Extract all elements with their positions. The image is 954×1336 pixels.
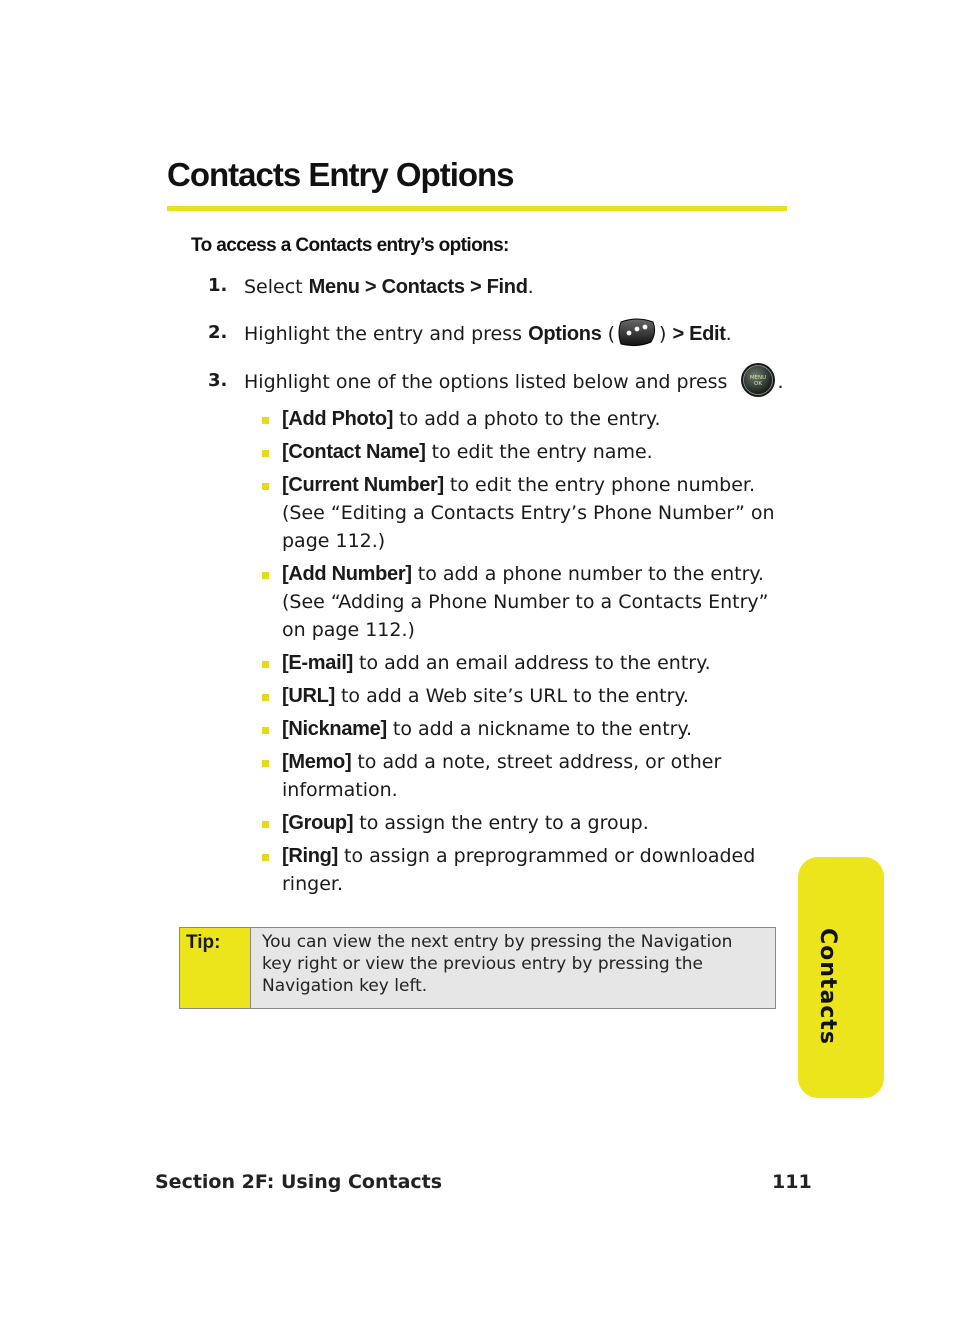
list-item <box>262 438 782 466</box>
tip-text: You can view the next entry by pressing the Navigation key right or view the previous entry by pressing the Navigation key left. <box>251 928 775 1008</box>
step-number: 2. <box>208 322 228 343</box>
tip-box <box>179 927 776 1009</box>
options-label: Options <box>528 323 602 345</box>
step-punct: . <box>527 276 534 298</box>
option-text: to add a nickname to the entry. <box>386 718 693 740</box>
step-text: Highlight one of the options listed below and press <box>244 371 734 393</box>
bullet-marker <box>262 450 269 457</box>
bullet-marker <box>262 417 269 424</box>
intro-heading: To access a Contacts entry’s options: <box>191 235 509 256</box>
bullet-marker <box>262 483 269 490</box>
title-underline <box>167 206 787 211</box>
list-item <box>262 809 782 837</box>
list-item <box>262 649 782 677</box>
menu-ok-text-bottom: OK <box>753 380 762 387</box>
step-number: 3. <box>208 370 228 391</box>
option-label: [Current Number] <box>282 474 444 496</box>
open-paren: ( <box>601 323 615 345</box>
option-text: to edit the entry name. <box>425 441 653 463</box>
page-title: Contacts Entry Options <box>167 156 514 193</box>
list-item <box>262 682 782 710</box>
list-item <box>262 560 782 644</box>
bullet-marker <box>262 572 269 579</box>
section-side-tab <box>798 857 884 1098</box>
bullet-marker <box>262 821 269 828</box>
bullet-marker <box>262 854 269 861</box>
option-label: [E-mail] <box>282 652 353 674</box>
page-number: 111 <box>772 1171 812 1193</box>
option-text: to edit the entry phone number. (See “Editing a Contacts Entry’s Phone Number” on page 112.) <box>282 474 775 552</box>
option-text: to assign a preprogrammed or downloaded ringer. <box>282 845 756 895</box>
menu-ok-key-icon <box>740 362 776 398</box>
bullet-marker <box>262 694 269 701</box>
option-label: [Memo] <box>282 751 352 773</box>
menu-ok-text-top: MENU <box>749 374 766 381</box>
option-label: [URL] <box>282 685 335 707</box>
list-item <box>262 842 782 898</box>
edit-label: > Edit <box>672 323 726 345</box>
step-text: Select <box>244 276 309 298</box>
option-text: to add an email address to the entry. <box>352 652 711 674</box>
option-text: to add a phone number to the entry. (See “Adding a Phone Number to a Contacts Entry” on page 112.) <box>282 563 769 641</box>
step-punct: . <box>777 371 784 393</box>
option-label: [Group] <box>282 812 354 834</box>
list-item <box>262 715 782 743</box>
side-tab-label: Contacts <box>815 928 840 1045</box>
list-item <box>262 471 782 555</box>
step-punct: . <box>725 323 732 345</box>
option-text: to add a photo to the entry. <box>393 408 661 430</box>
step-text: Highlight the entry and press <box>244 323 529 345</box>
bullet-marker <box>262 727 269 734</box>
close-paren: ) <box>659 323 673 345</box>
option-label: [Nickname] <box>282 718 387 740</box>
option-label: [Ring] <box>282 845 338 867</box>
menu-path: Menu > Contacts > Find <box>308 276 528 298</box>
option-label: [Add Photo] <box>282 408 394 430</box>
option-text: to assign the entry to a group. <box>353 812 649 834</box>
options-key-icon <box>617 316 657 348</box>
bullet-marker <box>262 760 269 767</box>
option-label: [Add Number] <box>282 563 412 585</box>
footer-section-title: Section 2F: Using Contacts <box>155 1171 443 1193</box>
option-label: [Contact Name] <box>282 441 426 463</box>
list-item <box>262 748 782 804</box>
option-text: to add a note, street address, or other information. <box>282 751 722 801</box>
bullet-marker <box>262 661 269 668</box>
option-text: to add a Web site’s URL to the entry. <box>334 685 689 707</box>
tip-label: Tip: <box>180 928 251 1008</box>
step-number: 1. <box>208 275 228 296</box>
options-list <box>262 405 782 903</box>
list-item <box>262 405 782 433</box>
